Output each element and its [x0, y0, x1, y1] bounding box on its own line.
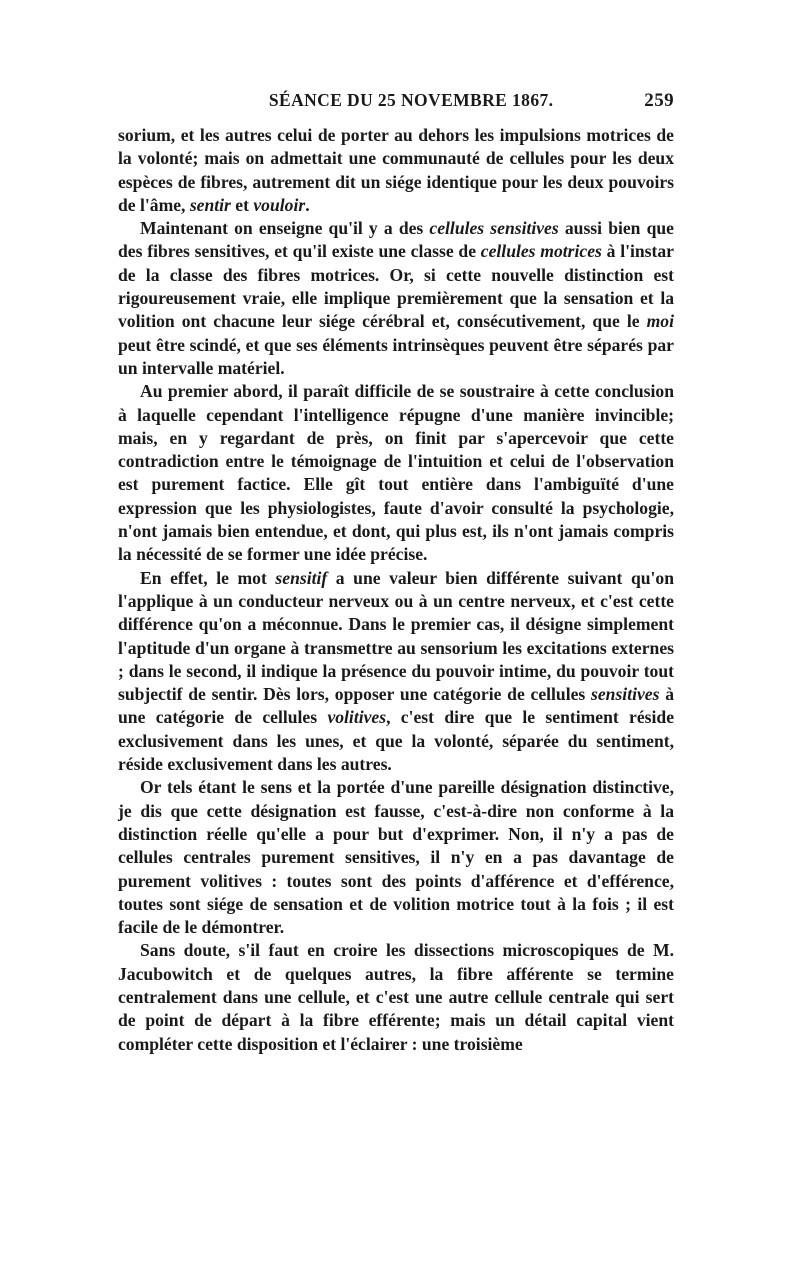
italic-text: cellules sensitives	[429, 218, 559, 239]
text-run: a une valeur bien différente suivant qu'on l'applique à un conducteur nerveux ou à un centre nerveux, et c'est cette différence qu'on a méconnue. Dans le premier cas, il désigne simplement l'aptitude d'un organe à transmettre au sensorium les excitations externes ; dans le second, il indique la présence du pouvoir intime, du pouvoir tout subjectif de sentir. Dès lors, opposer une catégorie de cellules	[118, 567, 675, 705]
italic-text: sentir	[189, 194, 231, 215]
text-run: peut être scindé, et que ses éléments intrinsèques peuvent être séparés par un intervalle matériel.	[118, 334, 674, 378]
text-run: Au premier abord, il paraît difficile de se soustraire à cette conclusion à laquelle cependant l'intelligence répugne d'une manière invincible; mais, en y regardant de près, on finit par s'apercevoir que cette contradiction entre le témoignage de l'intuition et celui de l'observation est purement factice. Elle gît tout entière dans l'ambiguïté d'une expression que les physiologistes, faute d'avoir consulté la psychologie, n'ont jamais bien entendue, et dont, qui plus est, ils n'ont jamais compris la nécessité de se former une idée précise.	[118, 381, 674, 565]
italic-text: moi	[646, 311, 674, 332]
paragraph	[118, 567, 674, 777]
text-run: à une catégorie de cellules	[118, 684, 674, 728]
italic-text: sensitives	[591, 684, 660, 705]
page-number: 259	[644, 90, 674, 111]
text-run: Or tels étant le sens et la portée d'une pareille désignation distinctive, je dis que cette désignation est fausse, c'est-à-dire non conforme à la distinction réelle qu'elle a pour but d'exprimer. Non, il n'y a pas de cellules centrales purement sensitives, il n'y en a pas davantage de purement volitives : toutes sont des points d'afférence et d'efférence, toutes sont siége de sensation et de volition motrice tout à la fois ; il est facile de le démontrer.	[118, 777, 674, 938]
text-run: sorium, et les autres celui de porter au dehors les impulsions motrices de la volonté; mais on admettait une communauté de cellules pour les deux espèces de fibres, autrement dit un siége identique pour les deux pouvoirs de l'âme,	[118, 125, 674, 215]
paragraph	[118, 217, 674, 380]
header-title: SÉANCE DU 25 NOVEMBRE 1867.	[268, 90, 554, 110]
text-run: , c'est dire que le sentiment réside exclusivement dans les unes, et que la volonté, séparée du sentiment, réside exclusivement dans les autres.	[118, 707, 674, 775]
text-run: Maintenant on enseigne qu'il y a des	[140, 218, 430, 239]
body-text	[118, 124, 674, 1056]
text-run: .	[305, 194, 310, 215]
text-run: aussi bien que des fibres sensitives, et qu'il existe une classe de	[118, 218, 674, 262]
text-run: En effet, le mot	[140, 567, 276, 588]
paragraph	[118, 776, 674, 939]
text-run: et	[230, 194, 254, 215]
italic-text: vouloir	[253, 194, 306, 215]
paragraph	[118, 380, 674, 566]
italic-text: cellules motrices	[480, 241, 602, 262]
italic-text: volitives	[327, 707, 387, 728]
text-run: Sans doute, s'il faut en croire les dissections microscopiques de M. Jacubowitch et de quelques autres, la fibre afférente se termine centralement dans une cellule, et c'est une autre cellule centrale qui sert de point de départ à la fibre efférente; mais un détail capital vient compléter cette disposition et l'éclairer : une troisième	[118, 940, 674, 1054]
paragraph	[118, 124, 674, 217]
paragraph	[118, 939, 674, 1055]
italic-text: sensitif	[275, 567, 328, 588]
book-page	[118, 90, 674, 1056]
text-run: à l'instar de la classe des fibres motrices. Or, si cette nouvelle distinction est rigoureusement vraie, elle implique premièrement que la sensation et la volition ont chacune leur siége cérébral et, consécutivement, que le	[118, 241, 674, 332]
running-header	[118, 90, 674, 120]
